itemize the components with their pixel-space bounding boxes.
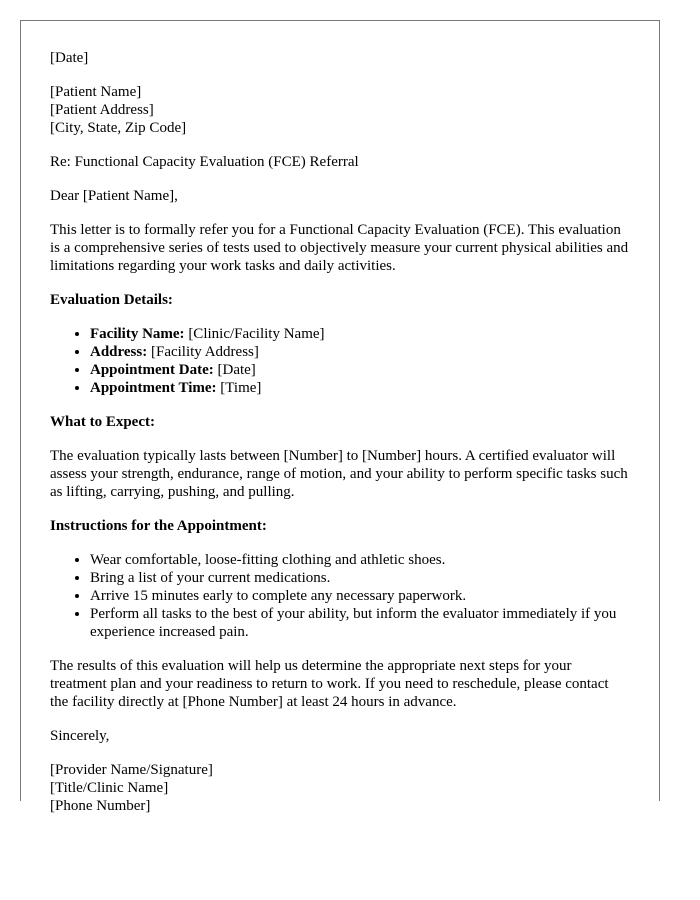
facility-name-label: Facility Name:	[90, 326, 185, 342]
what-to-expect-paragraph: The evaluation typically lasts between [Number] to [Number] hours. A certified evaluator will assess your strength, endurance, range of motion, and your ability to perform specific tasks such as lifting, carrying, pushing, and pulling.	[50, 448, 628, 500]
letter-date: [Date]	[50, 50, 89, 66]
appointment-date-label: Appointment Date:	[90, 362, 214, 378]
instructions-heading: Instructions for the Appointment:	[50, 518, 267, 534]
list-item: • Perform all tasks to the best of your ability, but inform the evaluator immediately if you experience increased pain.	[90, 605, 630, 641]
appointment-time-value: [Time]	[216, 380, 262, 396]
list-item: • Bring a list of your current medications.	[90, 569, 630, 587]
evaluation-details-heading: Evaluation Details:	[50, 292, 173, 308]
list-item	[90, 379, 630, 397]
signature-block	[50, 761, 630, 815]
provider-title: [Title/Clinic Name]	[50, 780, 169, 796]
address-label: Address:	[90, 344, 148, 360]
letter-page	[20, 20, 660, 814]
letter-salutation: Dear [Patient Name],	[50, 188, 178, 204]
address-value: [Facility Address]	[147, 344, 259, 360]
appointment-date-value: [Date]	[213, 362, 256, 378]
list-item: • Arrive 15 minutes early to complete any necessary paperwork.	[90, 587, 630, 605]
list-item	[90, 325, 630, 343]
facility-name-value: [Clinic/Facility Name]	[184, 326, 325, 342]
sign-off: Sincerely,	[50, 728, 110, 744]
appointment-time-label: Appointment Time:	[90, 380, 217, 396]
recipient-name: [Patient Name]	[50, 84, 142, 100]
letter-subject: Re: Functional Capacity Evaluation (FCE) Referral	[50, 154, 359, 170]
recipient-address: [Patient Address]	[50, 102, 154, 118]
letter-content	[21, 21, 659, 815]
list-item	[90, 343, 630, 361]
what-to-expect-heading: What to Expect:	[50, 414, 155, 430]
provider-phone: [Phone Number]	[50, 798, 151, 814]
closing-paragraph: The results of this evaluation will help us determine the appropriate next steps for your treatment plan and your readiness to return to work. If you need to reschedule, please contact the facility directly at [Phone Number] at least 24 hours in advance.	[50, 658, 609, 710]
recipient-block	[50, 83, 630, 137]
instructions-list	[50, 551, 630, 641]
intro-paragraph: This letter is to formally refer you for a Functional Capacity Evaluation (FCE). This evaluation is a comprehensive series of tests used to objectively measure your current physical abilities and limitations regarding your work tasks and daily activities.	[50, 222, 629, 274]
evaluation-details-list	[50, 325, 630, 397]
provider-signature: [Provider Name/Signature]	[50, 762, 213, 778]
list-item: • Wear comfortable, loose-fitting clothing and athletic shoes.	[90, 551, 630, 569]
recipient-city-state-zip: [City, State, Zip Code]	[50, 120, 187, 136]
list-item	[90, 361, 630, 379]
